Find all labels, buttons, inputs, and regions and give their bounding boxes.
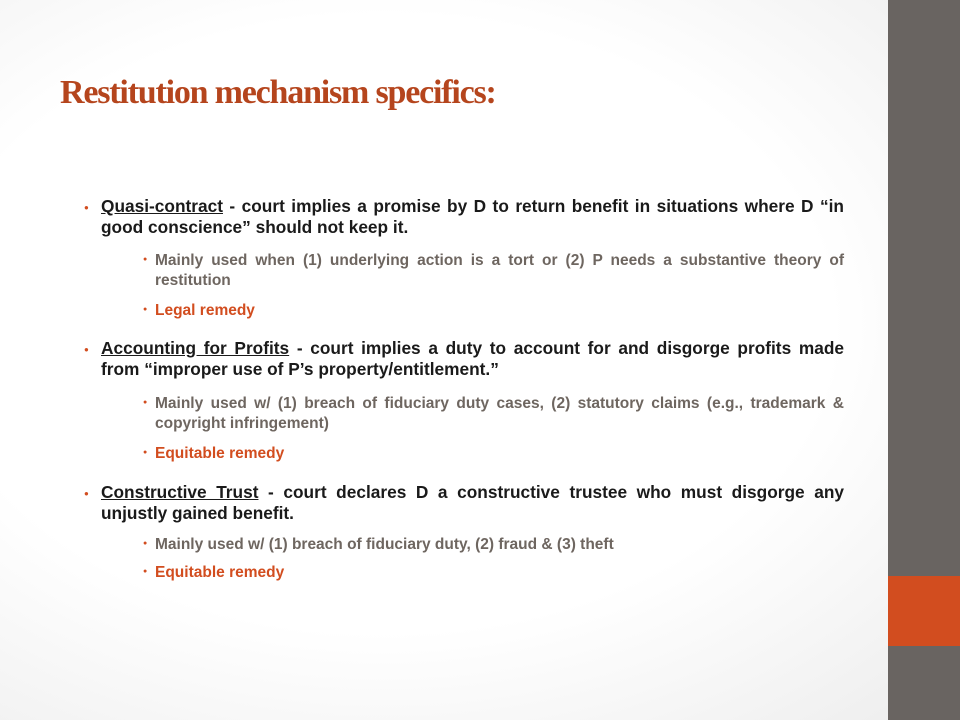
bullet-text <box>101 196 844 238</box>
bullet-icon: ● <box>84 489 89 498</box>
bullet-text <box>101 338 844 380</box>
sub-bullet-item <box>143 394 844 434</box>
bullet-item-quasi-contract <box>84 196 844 238</box>
bullet-icon: ● <box>143 449 148 456</box>
sub-bullet-text: Mainly used w/ (1) breach of fiduciary duty cases, (2) statutory claims (e.g., trademark & copyright infringement) <box>155 395 844 432</box>
term-description: - court implies a promise by D to return benefit in situations where D “in good conscience” should not keep it. <box>101 196 844 237</box>
bullet-icon: ● <box>143 568 148 575</box>
sub-bullet-text: Mainly used when (1) underlying action is a tort or (2) P needs a substantive theory of restitution <box>155 252 844 289</box>
term-description: - court declares D a constructive trustee who must disgorge any unjustly gained benefit. <box>101 482 844 523</box>
bullet-icon: ● <box>143 540 148 547</box>
sub-bullet-text: Equitable remedy <box>155 445 285 462</box>
bullet-icon: ● <box>143 399 148 406</box>
sub-bullet-item <box>143 444 844 464</box>
sub-bullet-text: Mainly used w/ (1) breach of fiduciary duty, (2) fraud & (3) theft <box>155 536 614 553</box>
slide-title: Restitution mechanism specifics: <box>60 74 496 111</box>
bullet-icon: ● <box>143 256 148 263</box>
bullet-icon: ● <box>143 306 148 313</box>
bullet-icon: ● <box>84 203 89 212</box>
bullet-item-accounting-for-profits <box>84 338 844 380</box>
bullet-icon: ● <box>84 345 89 354</box>
side-accent-block <box>888 576 960 646</box>
bullet-text <box>101 482 844 524</box>
term-label: Quasi-contract <box>101 196 223 216</box>
bullet-item-constructive-trust <box>84 482 844 524</box>
term-description: - court implies a duty to account for and disgorge profits made from “improper use of P’s property/entitlement.” <box>101 338 844 379</box>
bullet-list <box>84 196 844 583</box>
sub-bullet-item <box>143 251 844 291</box>
sub-bullet-item <box>143 563 844 583</box>
sub-bullet-item <box>143 535 844 555</box>
term-label: Accounting for Profits <box>101 338 290 358</box>
sub-bullet-text: Legal remedy <box>155 302 255 319</box>
sub-bullet-item <box>143 301 844 321</box>
term-label: Constructive Trust <box>101 482 259 502</box>
sub-bullet-text: Equitable remedy <box>155 564 285 581</box>
